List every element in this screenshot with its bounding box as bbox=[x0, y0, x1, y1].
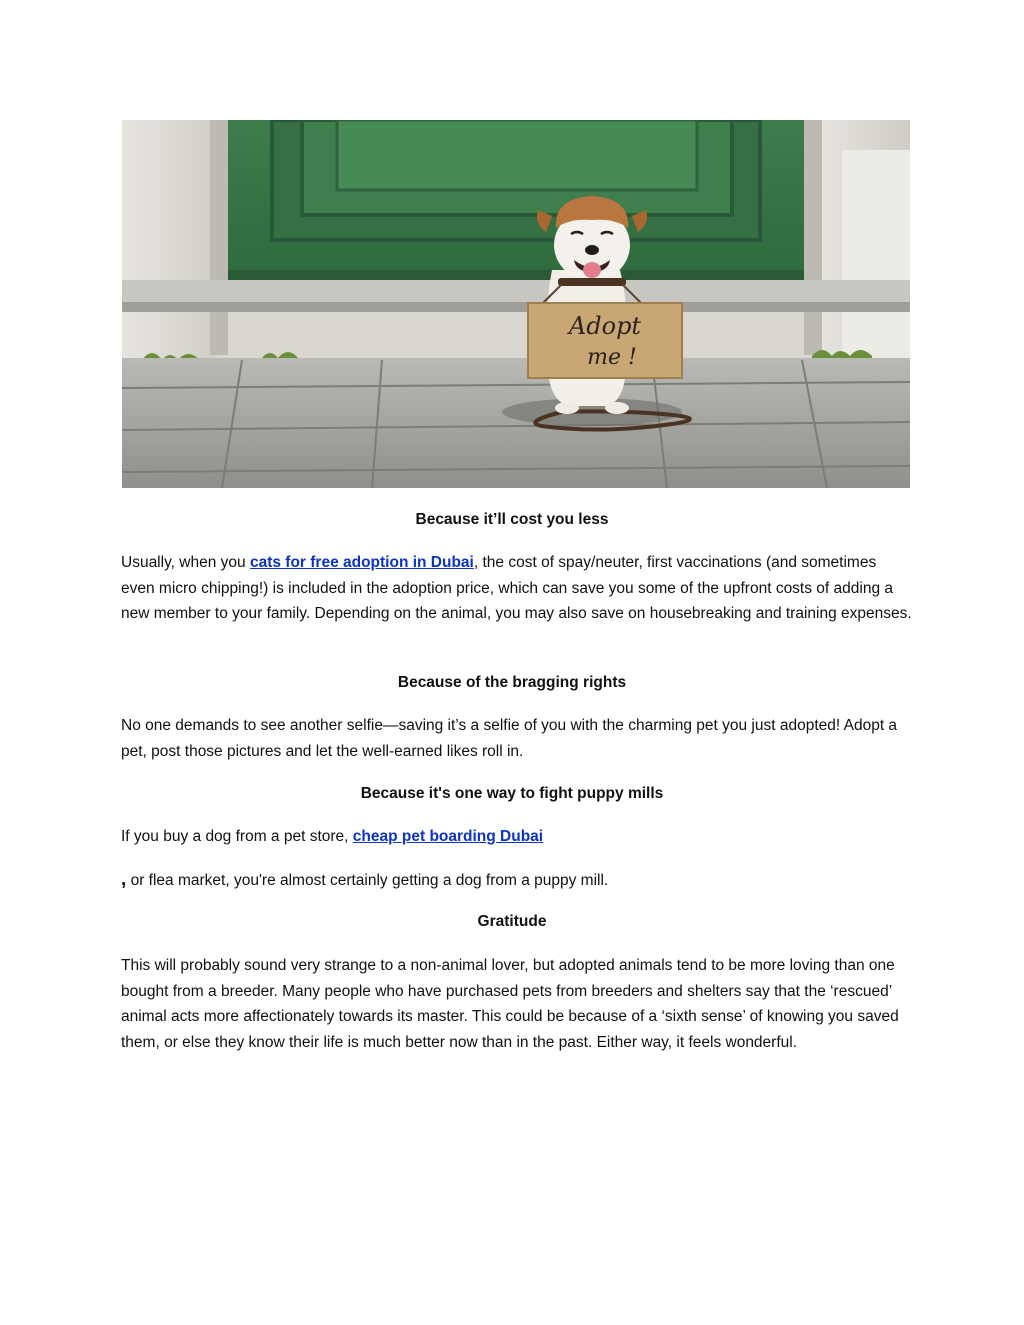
link-cheap-pet-boarding[interactable]: cheap pet boarding Dubai bbox=[352, 828, 544, 845]
sign-text-line2: me ! bbox=[587, 345, 637, 370]
sign-text-line1: Adopt bbox=[568, 312, 642, 340]
heading-cost-less: Because it’ll cost you less bbox=[415, 511, 609, 528]
paragraph-puppy-mills-rest: or flea market, you're almost certainly getting a dog from a puppy mill. bbox=[126, 872, 609, 889]
paragraph-bragging-rights: No one demands to see another selfie—saving it’s a selfie of you with the charming pet you just adopted! Adopt a pet, post those pictures and let the well-earned likes roll in. bbox=[121, 717, 898, 760]
paragraph-puppy-mills-comma: , bbox=[121, 869, 127, 890]
paragraph-gratitude: This will probably sound very strange to a non-animal lover, but adopted animals tend to be more loving than one bought from a breeder. Many people who have purchased pets from breeders and shelters say that the ‘rescued’ animal acts more affectionately towards its master. This could be because of a ‘sixth sense’ of knowing you saved them, or else they know their life is much better now than in the past. Either way, it feels wonderful. bbox=[121, 957, 899, 1051]
heading-gratitude: Gratitude bbox=[477, 913, 547, 930]
paragraph-puppy-mills-line1 bbox=[121, 824, 913, 850]
link-cats-free-adoption[interactable]: cats for free adoption in Dubai bbox=[249, 554, 474, 571]
paragraph-cost-less-pre: Usually, when you bbox=[121, 554, 250, 571]
heading-bragging-rights: Because of the bragging rights bbox=[397, 674, 627, 691]
heading-puppy-mills: Because it's one way to fight puppy mills bbox=[360, 785, 664, 802]
paragraph-puppy-mills-pre: If you buy a dog from a pet store, bbox=[121, 828, 353, 845]
paragraph-puppy-mills-line2 bbox=[121, 867, 913, 894]
paragraph-cost-less-post: , the cost of spay/neuter, first vaccinations (and sometimes even micro chipping!) is included in the adoption price, which can save you some of the upfront costs of adding a new member to your family. Depending on the animal, you may also save on housebreaking and training expenses. bbox=[121, 554, 912, 622]
dog-adopt-me-photo bbox=[122, 120, 910, 488]
paragraph-cost-less bbox=[121, 550, 913, 627]
